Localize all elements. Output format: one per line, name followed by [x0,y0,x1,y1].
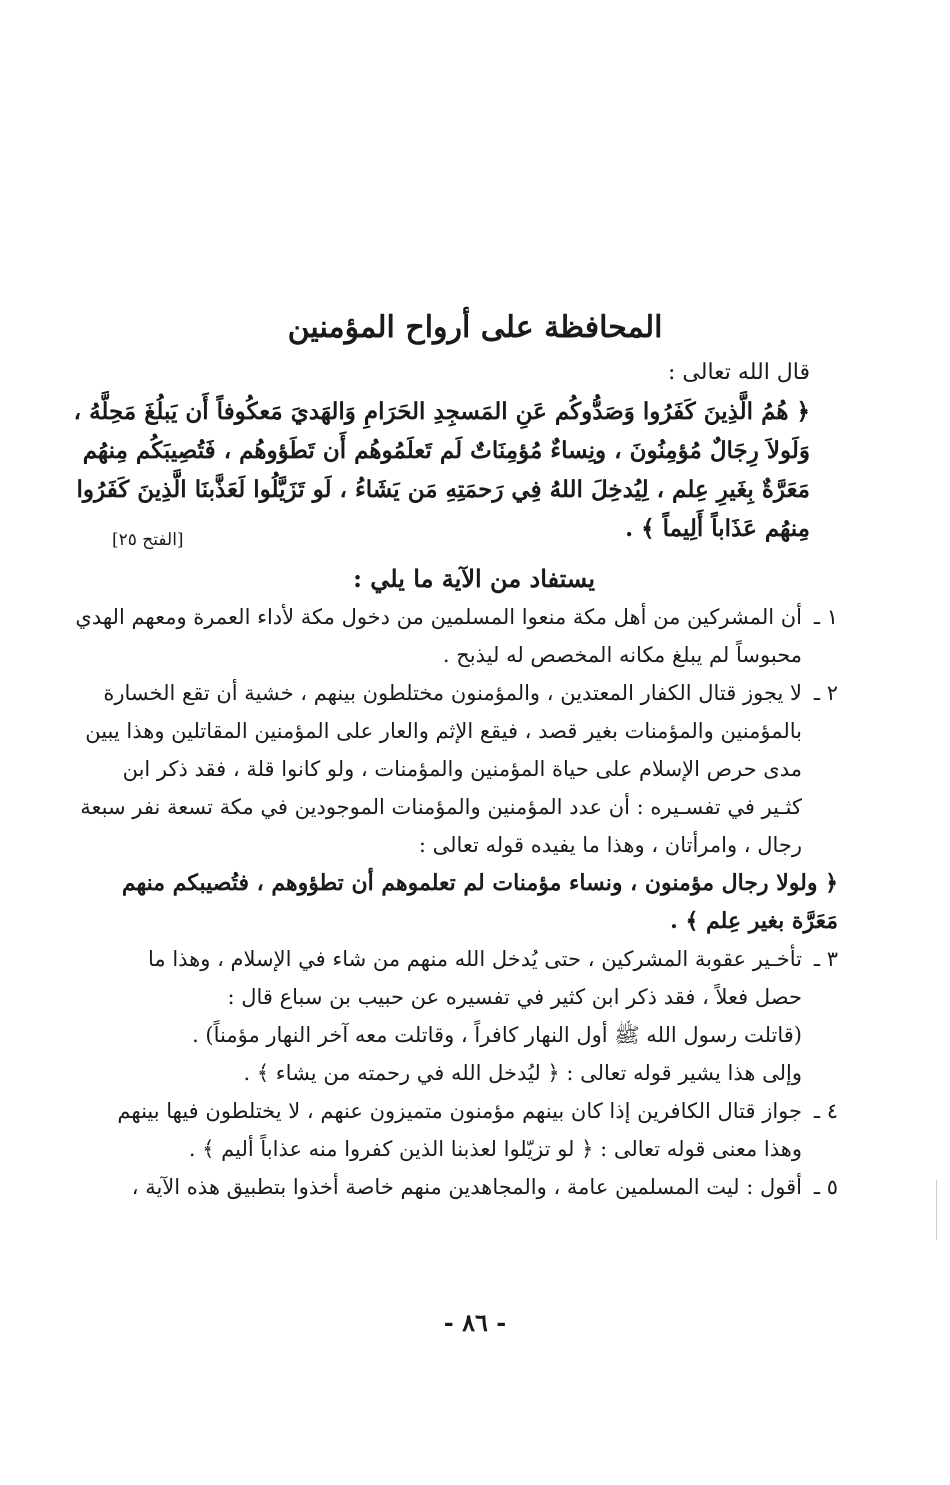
margin-divider [936,1180,937,1240]
section-subheading: يستفاد من الآية ما يلي : [353,564,595,593]
item-line: جواز قتال الكافرين إذا كان بينهم مؤمنون متميزون عنهم ، لا يختلطون فيها بينهم [117,1099,802,1123]
item-line: مدى حرص الإسلام على حياة المؤمنين والمؤمنات ، ولو كانوا قلة ، فقد ذكر ابن [122,757,802,781]
benefits-list [75,598,838,1206]
page-title: المحافظة على أرواح المؤمنين [287,310,663,345]
intro-text: قال الله تعالى : [668,360,810,385]
item-line: رجال ، وامرأتان ، وهذا ما يفيده قوله تعالى : [418,833,802,857]
item-number: ١ ـ [813,605,838,629]
item-line: (قاتلت رسول الله ﷺ أول النهار كافراً ، وقاتلت معه آخر النهار مؤمناً) . [192,1023,802,1047]
item-line: أقول : ليت المسلمين عامة ، والمجاهدين منهم خاصة أخذوا بتطبيق هذه الآية ، [131,1175,802,1199]
quote-block [108,864,838,940]
list-item [108,940,838,1092]
verse-line: وَلَولاَ رِجَالٌ مُؤمِنُونَ ، ونِساءٌ مُؤمِنَاتٌ لَم تَعلَمُوهُم أَن تَطَؤوهُم ، فَتُصِيبَكُم مِنهُم [82,437,810,464]
item-line: لا يجوز قتال الكفار المعتدين ، والمؤمنون مختلطون بينهم ، خشية أن تقع الخسارة [103,681,802,705]
item-line: محبوساً لم يبلغ مكانه المخصص له ليذبح . [442,643,802,667]
quran-verse-block [73,392,810,548]
list-item [108,1092,838,1168]
quote-line: ﴿ ولولا رجال مؤمنون ، ونساء مؤمنات لم تعلموهم أن تطؤوهم ، فتُصيبكم منهم [121,870,838,896]
verse-line: مِنهُم عَذَاباً أَلِيماً ﴾ . [625,515,810,542]
item-line: بالمؤمنين والمؤمنات بغير قصد ، فيقع الإثم والعار على المؤمنين المقاتلين وهذا يبين [85,719,802,743]
item-line: تأخـير عقوبة المشركين ، حتى يُدخل الله منهم من شاء في الإسلام ، وهذا ما [148,947,802,971]
page-number: - ٨٦ - [443,1308,507,1337]
item-line: أن المشركين من أهل مكة منعوا المسلمين من دخول مكة لأداء العمرة ومعهم الهدي [75,605,802,629]
item-line: وهذا معنى قوله تعالى : ﴿ لو تزيّلوا لعذبنا الذين كفروا منه عذاباً أليم ﴾ . [188,1137,802,1161]
quote-line: مَعَرَّة بغير عِلم ﴾ . [670,908,838,934]
list-item [75,598,838,674]
list-item [80,674,838,864]
verse-line: مَعَرَّةٌ بِغَيرِ عِلم ، لِيُدخِلَ اللهُ فِي رَحمَتِهِ مَن يَشَاءُ ، لَو تَزَيَّلُوا لَعَذَّبنَا الَّذِينَ كَفَرُوا [76,476,810,503]
item-number: ٥ ـ [813,1175,838,1199]
verse-line: ﴿ هُمُ الَّذِينَ كَفَرُوا وَصَدُّوكُم عَنِ المَسجِدِ الحَرَامِ وَالهَديَ مَعكُوفاً أَن يَبلُغَ مَحِلَّهُ ، [73,398,810,425]
item-line: وإلى هذا يشير قوله تعالى : ﴿ ليُدخل الله في رحمته من يشاء ﴾ . [243,1061,802,1085]
item-line: حصل فعلاً ، فقد ذكر ابن كثير في تفسيره عن حبيب بن سباع قال : [227,985,802,1009]
list-item [108,1168,838,1206]
item-line: كثـير في تفسـيره : أن عدد المؤمنين والمؤمنات الموجودين في مكة تسعة نفر سبعة [80,795,802,819]
item-number: ٤ ـ [813,1099,838,1123]
item-number: ٣ ـ [813,947,838,971]
verse-reference: [الفتح ٢٥] [112,530,184,550]
item-number: ٢ ـ [813,681,838,705]
